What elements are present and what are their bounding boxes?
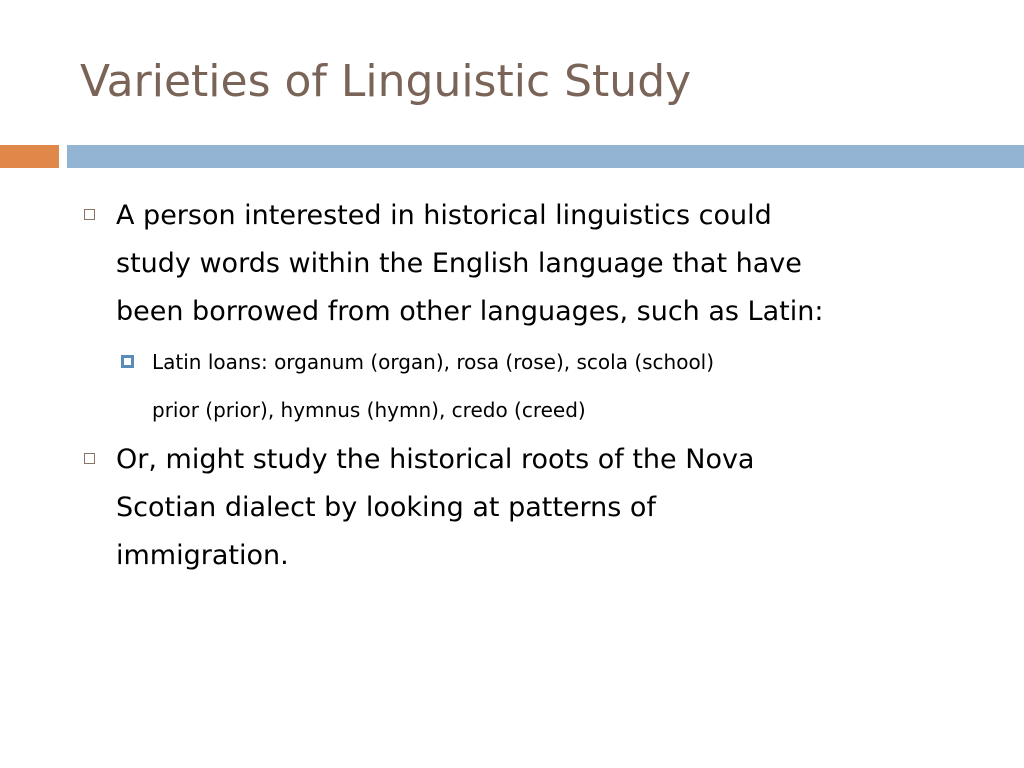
- square-bullet-icon: [84, 453, 95, 464]
- sub-bullet-item-1: [80, 338, 980, 434]
- sub-bullet-1-line-1: Latin loans: organum (organ), rosa (rose), scola (school): [152, 350, 715, 374]
- bullet-1-line-2: study words within the English language that have: [116, 248, 802, 279]
- filled-square-bullet-icon: [121, 355, 134, 368]
- bullet-2-line-1: Or, might study the historical roots of the Nova: [116, 444, 755, 475]
- accent-bar-orange: [0, 145, 59, 168]
- bullet-item-2: [80, 436, 980, 580]
- accent-bar-blue: [67, 145, 1024, 168]
- bullet-item-1: [80, 192, 980, 336]
- slide-content: [80, 192, 980, 584]
- square-bullet-icon: [84, 209, 95, 220]
- slide-title: Varieties of Linguistic Study: [80, 56, 692, 107]
- bullet-1-line-3: been borrowed from other languages, such as Latin:: [116, 296, 824, 327]
- bullet-1-line-1: A person interested in historical linguistics could: [116, 200, 772, 231]
- bullet-2-line-2: Scotian dialect by looking at patterns of: [116, 492, 656, 523]
- bullet-2-line-3: immigration.: [116, 540, 289, 571]
- sub-bullet-1-line-2: prior (prior), hymnus (hymn), credo (creed): [152, 398, 586, 422]
